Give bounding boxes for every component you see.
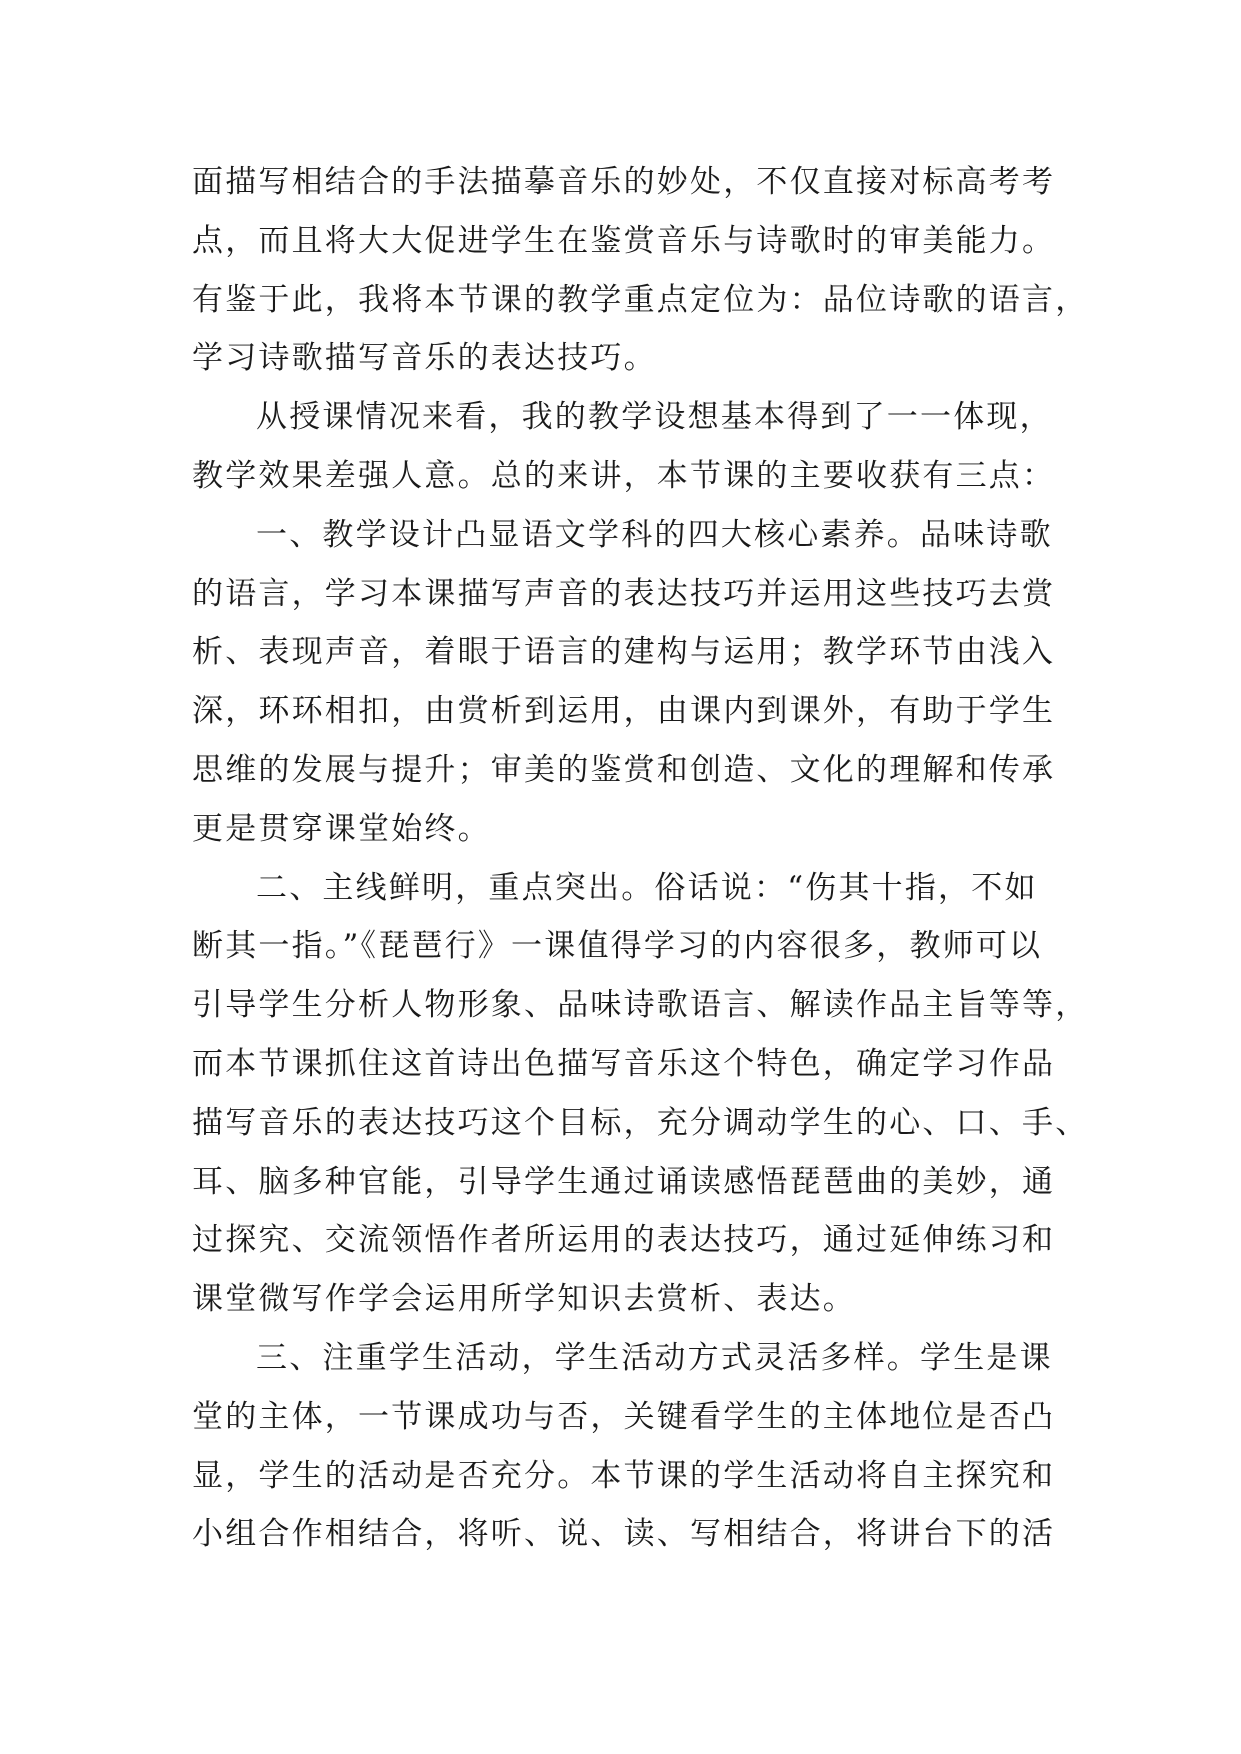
body-text: [192, 153, 1089, 1564]
text-line: 断其一指。”《琵琶行》一课值得学习的内容很多，教师可以: [192, 928, 1043, 965]
text-line: 课堂微写作学会运用所学知识去赏析、表达。: [192, 1281, 856, 1318]
paragraph-first-line: 二、主线鲜明，重点突出。俗话说：“伤其十指，不如: [256, 869, 1038, 906]
paragraph-first-line: 一、教学设计凸显语文学科的四大核心素养。品味诗歌: [256, 516, 1053, 553]
text-line: 过探究、交流领悟作者所运用的表达技巧，通过延伸练习和: [192, 1222, 1056, 1259]
text-line: 思维的发展与提升；审美的鉴赏和创造、文化的理解和传承: [192, 751, 1056, 788]
text-line: 耳、脑多种官能，引导学生通过诵读感悟琵琶曲的美妙，通: [192, 1163, 1056, 1200]
text-line: 有鉴于此，我将本节课的教学重点定位为：品位诗歌的语言，: [192, 281, 1089, 318]
text-line: 深，环环相扣，由赏析到运用，由课内到课外，有助于学生: [192, 693, 1056, 730]
text-line: 更是贯穿课堂始终。: [192, 810, 491, 847]
text-line: 而本节课抓住这首诗出色描写音乐这个特色，确定学习作品: [192, 1045, 1056, 1082]
text-line: 面描写相结合的手法描摹音乐的妙处，不仅直接对标高考考: [192, 164, 1056, 200]
text-line: 点，而且将大大促进学生在鉴赏音乐与诗歌时的审美能力。: [192, 222, 1056, 259]
text-line: 教学效果差强人意。总的来讲，本节课的主要收获有三点：: [192, 457, 1056, 494]
text-line: 析、表现声音，着眼于语言的建构与运用；教学环节由浅入: [192, 634, 1056, 671]
text-line: 的语言，学习本课描写声音的表达技巧并运用这些技巧去赏: [192, 575, 1056, 612]
text-line: 引导学生分析人物形象、品味诗歌语言、解读作品主旨等等，: [192, 987, 1089, 1024]
text-line: 小组合作相结合，将听、说、读、写相结合，将讲台下的活: [192, 1516, 1056, 1553]
paragraph-first-line: 三、注重学生活动，学生活动方式灵活多样。学生是课: [256, 1339, 1053, 1376]
text-line: 描写音乐的表达技巧这个目标，充分调动学生的心、口、手、: [192, 1104, 1089, 1141]
paragraph-first-line: 从授课情况来看，我的教学设想基本得到了一一体现，: [256, 399, 1053, 436]
text-line: 显，学生的活动是否充分。本节课的学生活动将自主探究和: [192, 1457, 1056, 1494]
text-line: 学习诗歌描写音乐的表达技巧。: [192, 340, 657, 377]
text-line: 堂的主体，一节课成功与否，关键看学生的主体地位是否凸: [192, 1398, 1056, 1435]
